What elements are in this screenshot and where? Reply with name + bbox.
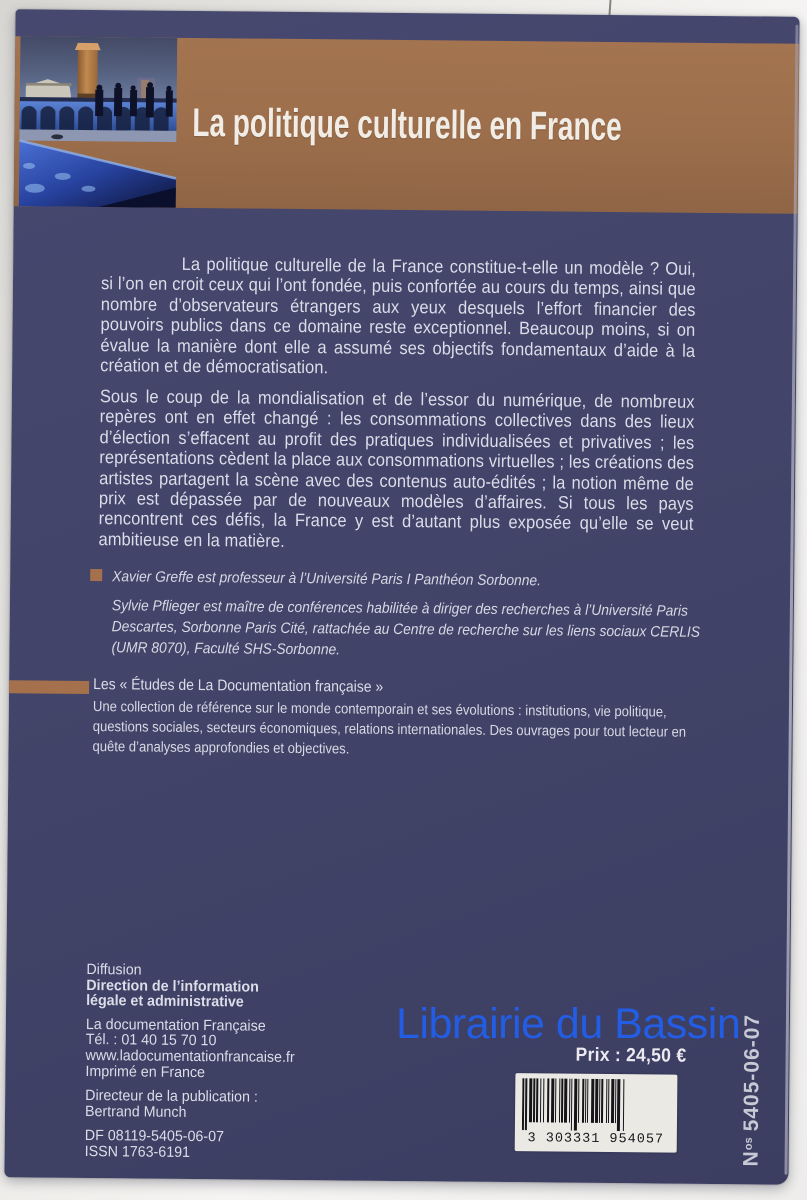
diffusion-label: Diffusion bbox=[86, 960, 142, 979]
df-number: DF 08119-5405-06-07 bbox=[84, 1127, 225, 1146]
printed-in-label: Imprimé en France bbox=[85, 1062, 206, 1081]
cover-photo bbox=[19, 36, 178, 207]
publisher-phone: Tél. : 01 40 15 70 10 bbox=[85, 1031, 217, 1050]
stray-thread bbox=[608, 0, 611, 15]
publisher-website: www.ladocumentationfrancaise.fr bbox=[85, 1046, 295, 1066]
collection-description: Une collection de référence sur le monde contemporain et ses évolutions : institutions, vie politique, questions sociales, secteurs économiques, relations internationales. Des ouvrages pour tout lecteur en quête d’analyses approfondies et objectives. bbox=[92, 699, 687, 758]
publication-director-label: Directeur de la publication : bbox=[85, 1087, 258, 1106]
publisher-block bbox=[85, 962, 296, 1162]
issn-number: ISSN 1763-6191 bbox=[84, 1142, 191, 1161]
author-note-1: Xavier Greffe est professeur à l’Université Paris I Panthéon Sorbonne. bbox=[112, 568, 542, 590]
authors-block bbox=[89, 566, 754, 664]
edition-prefix: N bbox=[739, 1150, 763, 1167]
price-label: Prix : 24,50 € bbox=[575, 1044, 687, 1067]
edition-number-vertical bbox=[740, 1014, 765, 1167]
synopsis-paragraph-2: Sous le coup de la mondialisation et de l’essor du numérique, de nombreux repères ont en effet changé : les consommations collectives dans des lieux d’élection s’effacent au profit des pratiques individualisées et privatives ; les représentations cèdent la place aux consommations virtuelles ; les créations des artistes partagent la scène avec des contenus auto-édités ; la notion même de prix est dépassée par de nouveaux modèles d’affaires. Si tous les pays rencontrent ces défis, la France y est d’autant plus exposée qu’elle se veut ambitieuse en la matière. bbox=[98, 386, 695, 551]
collection-rule bbox=[9, 680, 89, 694]
publication-director-name: Bertrand Munch bbox=[84, 1102, 187, 1121]
publisher-org-line1: Direction de l’information bbox=[86, 976, 259, 996]
barcode-bars bbox=[522, 1078, 670, 1131]
edition-number: 5405-06-07 bbox=[739, 1013, 765, 1132]
author-note-2: Sylvie Pflieger est maître de conférences habilitée à diriger des recherches à l’Université Paris Descartes, Sorbonne Paris Cité, rattachée au Centre de recherche sur les liens sociaux CERLIS (UMR 8070), Faculté SHS-Sorbonne. bbox=[111, 597, 701, 659]
header-band bbox=[14, 36, 800, 214]
barcode bbox=[515, 1073, 678, 1153]
barcode-digits: 3 303331 954057 bbox=[527, 1131, 665, 1148]
bookseller-watermark: Librairie du Bassin bbox=[396, 1000, 741, 1048]
author-bullet bbox=[90, 569, 102, 581]
collection-block bbox=[92, 676, 769, 764]
collection-title: Les « Études de La Documentation française » bbox=[93, 676, 384, 696]
edition-superscript: os bbox=[742, 1137, 755, 1151]
synopsis-paragraph-1: La politique culturelle de la France constitue-t-elle un modèle ? Oui, si l’on en croit ceux qui l’ont fondée, puis confortée au cours du temps, ainsi que nombre d’observateurs étrangers aux yeux desquels l’effort financier des pouvoirs publics dans ce domaine reste exceptionnel. Beaucoup moins, si on évalue la manière dont elle a assumé ses objectifs fondamentaux d’aide à la création et de démocratisation. bbox=[100, 253, 697, 378]
publisher-name: La documentation Française bbox=[85, 1015, 266, 1035]
cover-title: La politique culturelle en France bbox=[192, 100, 622, 149]
publisher-org-line2: légale et administrative bbox=[86, 992, 244, 1011]
